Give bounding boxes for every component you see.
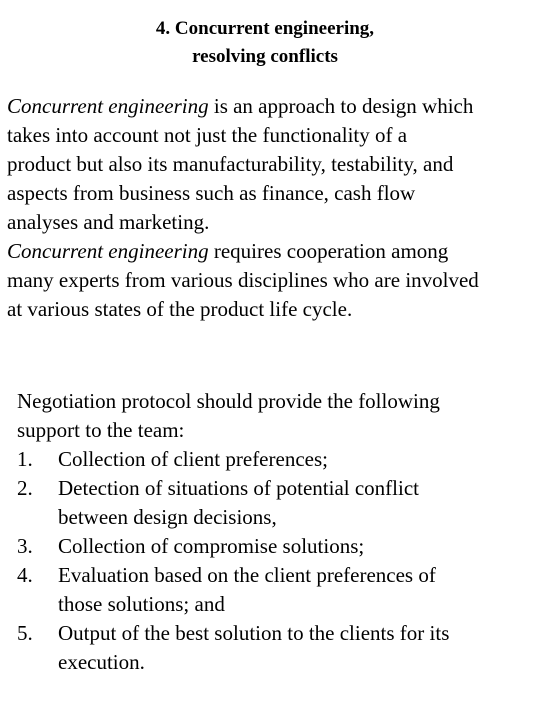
list-item-text: Collection of client preferences;: [58, 447, 328, 471]
intro-text: takes into account not just the functionality of a: [7, 123, 408, 147]
intro-line: [7, 237, 540, 266]
intro-line: [7, 150, 540, 179]
intro-text: product but also its manufacturability, testability, and: [7, 152, 454, 176]
intro-text: aspects from business such as finance, cash flow: [7, 181, 416, 205]
intro-emphasis: Concurrent engineering: [7, 94, 209, 118]
list-item-number: 2.: [17, 476, 33, 500]
intro-text: analyses and marketing.: [7, 210, 210, 234]
list-item-text: Collection of compromise solutions;: [58, 534, 365, 558]
intro-line: [7, 208, 540, 237]
intro-line: [7, 92, 540, 121]
intro-line: [7, 121, 540, 150]
intro-paragraph: [7, 92, 540, 324]
intro-text: at various states of the product life cycle.: [7, 297, 353, 321]
title-line-2: resolving conflicts: [192, 46, 338, 67]
negotiation-lead-line: support to the team:: [17, 418, 185, 442]
intro-line: [7, 179, 540, 208]
intro-emphasis: Concurrent engineering: [7, 239, 209, 263]
list-item-text: Evaluation based on the client preferences of: [58, 563, 436, 587]
list-item: [17, 561, 532, 619]
list-item-text: those solutions; and: [58, 592, 225, 616]
list-item: [17, 445, 532, 474]
negotiation-list: [17, 445, 532, 677]
intro-line: [7, 295, 540, 324]
list-item: [17, 474, 532, 532]
list-item-text: Output of the best solution to the clients for its: [58, 621, 450, 645]
intro-text: requires cooperation among: [208, 239, 449, 263]
list-item-number: 5.: [17, 621, 33, 645]
intro-text: many experts from various disciplines who are involved: [7, 268, 479, 292]
list-item-number: 1.: [17, 447, 33, 471]
negotiation-lead-line: Negotiation protocol should provide the following: [17, 389, 440, 413]
title-line-1: 4. Concurrent engineering,: [155, 18, 375, 39]
intro-text: is an approach to design which: [208, 94, 474, 118]
list-item-text: Detection of situations of potential conflict: [58, 476, 419, 500]
list-item-number: 4.: [17, 563, 33, 587]
list-item: [17, 619, 532, 677]
intro-line: [7, 266, 540, 295]
page-title: [0, 15, 530, 71]
negotiation-section: [17, 387, 532, 677]
list-item: [17, 532, 532, 561]
list-item-number: 3.: [17, 534, 33, 558]
list-item-text: between design decisions,: [58, 505, 277, 529]
list-item-text: execution.: [58, 650, 145, 674]
